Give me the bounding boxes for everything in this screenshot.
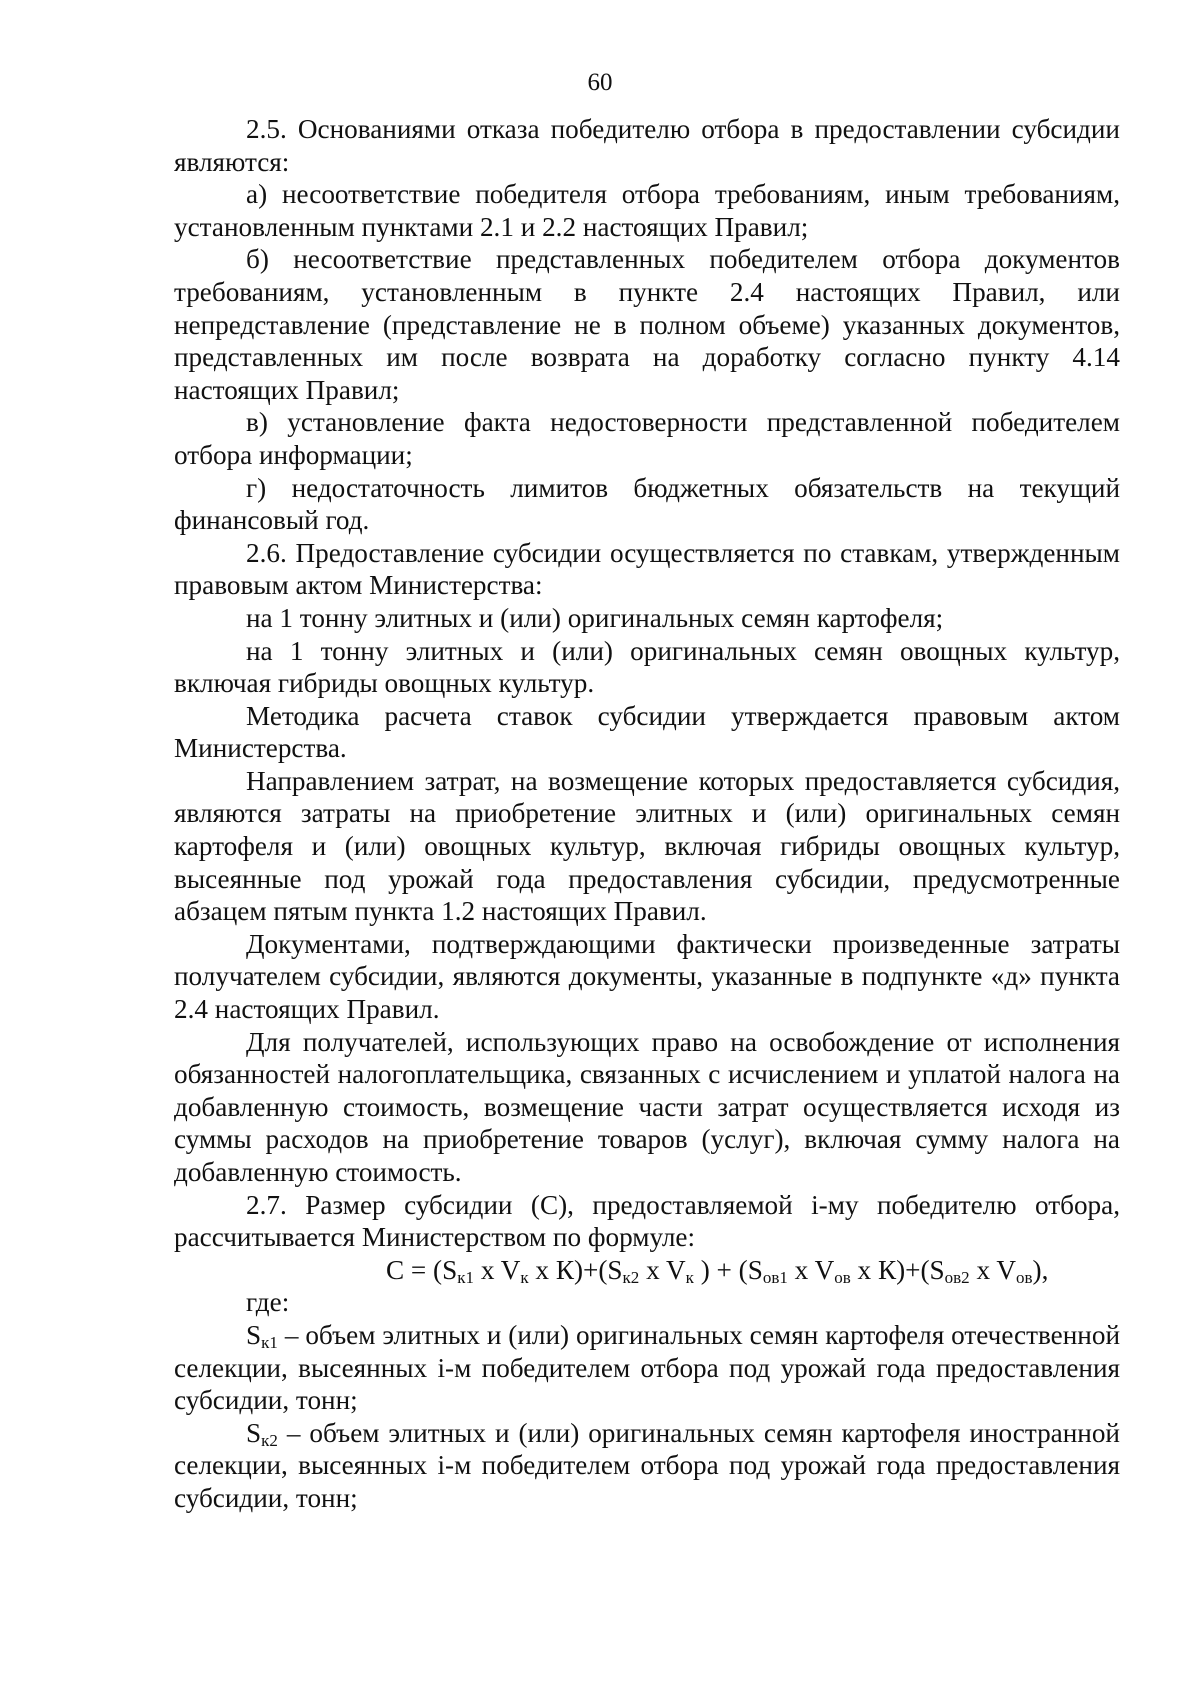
paragraph-2-6: 2.6. Предоставление субсидии осуществляется по ставкам, утвержденным правовым актом Министерства: — [174, 537, 1120, 601]
paragraph-vat: Для получателей, использующих право на освобождение от исполнения обязанностей налогоплательщика, связанных с исчислением и уплатой налога на добавленную стоимость, возмещение части затрат осуществляется исходя из суммы расходов на приобретение товаров (услуг), включая сумму налога на добавленную стоимость. — [174, 1026, 1120, 1187]
definition-sk2: $S_{к2}$ – объем элитных и (или) оригинальных семян картофеля иностранной селекции, высеянных i-м победителем отбора под урожай года предоставления субсидии, тонн; — [174, 1417, 1120, 1513]
document-body — [174, 113, 1120, 1515]
subsidy-formula: $С = (S_{к1}$ x $V_к$ x $К)+(S_{к2}$ x $V_к$ ) + ($S_{ов1}$ x $V_{ов}$ x $К)+(S_{ов2}$ x $V_{ов}$), — [386, 1254, 1049, 1287]
paragraph-2-5-g: г) недостаточность лимитов бюджетных обязательств на текущий финансовый год. — [174, 472, 1120, 536]
paragraph-2-5-b: б) несоответствие представленных победителем отбора документов требованиям, установленным в пункте 2.4 настоящих Правил, или непредставление (представление не в полном объеме) указанных документов, представленных им после возврата на доработку согласно пункту 4.14 настоящих Правил; — [174, 244, 1120, 405]
paragraph-rate-vegetables: на 1 тонну элитных и (или) оригинальных семян овощных культур, включая гибриды овощных культур. — [174, 635, 1120, 699]
paragraph-2-7: 2.7. Размер субсидии (С), предоставляемой i-му победителю отбора, рассчитывается Министерством по формуле: — [174, 1189, 1120, 1253]
page-number: 60 — [587, 69, 613, 96]
paragraph-2-5-v: в) установление факта недостоверности представленной победителем отбора информации; — [174, 407, 1120, 470]
paragraph-cost-direction: Направлением затрат, на возмещение которых предоставляется субсидия, являются затраты на приобретение элитных и (или) оригинальных семян картофеля и (или) овощных культур, включая гибриды овощных культур, высеянные под урожай года предоставления субсидии, предусмотренные абзацем пятым пункта 1.2 настоящих Правил. — [174, 765, 1120, 927]
definition-sk1: $S_{к1}$ – объем элитных и (или) оригинальных семян картофеля отечественной селекции, высеянных i-м победителем отбора под урожай года предоставления субсидии, тонн; — [174, 1319, 1120, 1416]
paragraph-2-5-a: а) несоответствие победителя отбора требованиям, иным требованиям, установленным пунктами 2.1 и 2.2 настоящих Правил; — [174, 179, 1120, 242]
paragraph-documents: Документами, подтверждающими фактически произведенные затраты получателем субсидии, являются документы, указанные в подпункте «д» пункта 2.4 настоящих Правил. — [174, 928, 1120, 1025]
where-label: где: — [246, 1287, 290, 1318]
paragraph-2-5: 2.5. Основаниями отказа победителю отбора в предоставлении субсидии являются: — [174, 114, 1120, 177]
paragraph-methodology: Методика расчета ставок субсидии утверждается правовым актом Министерства. — [174, 700, 1120, 764]
paragraph-rate-potato: на 1 тонну элитных и (или) оригинальных семян картофеля; — [246, 602, 944, 633]
